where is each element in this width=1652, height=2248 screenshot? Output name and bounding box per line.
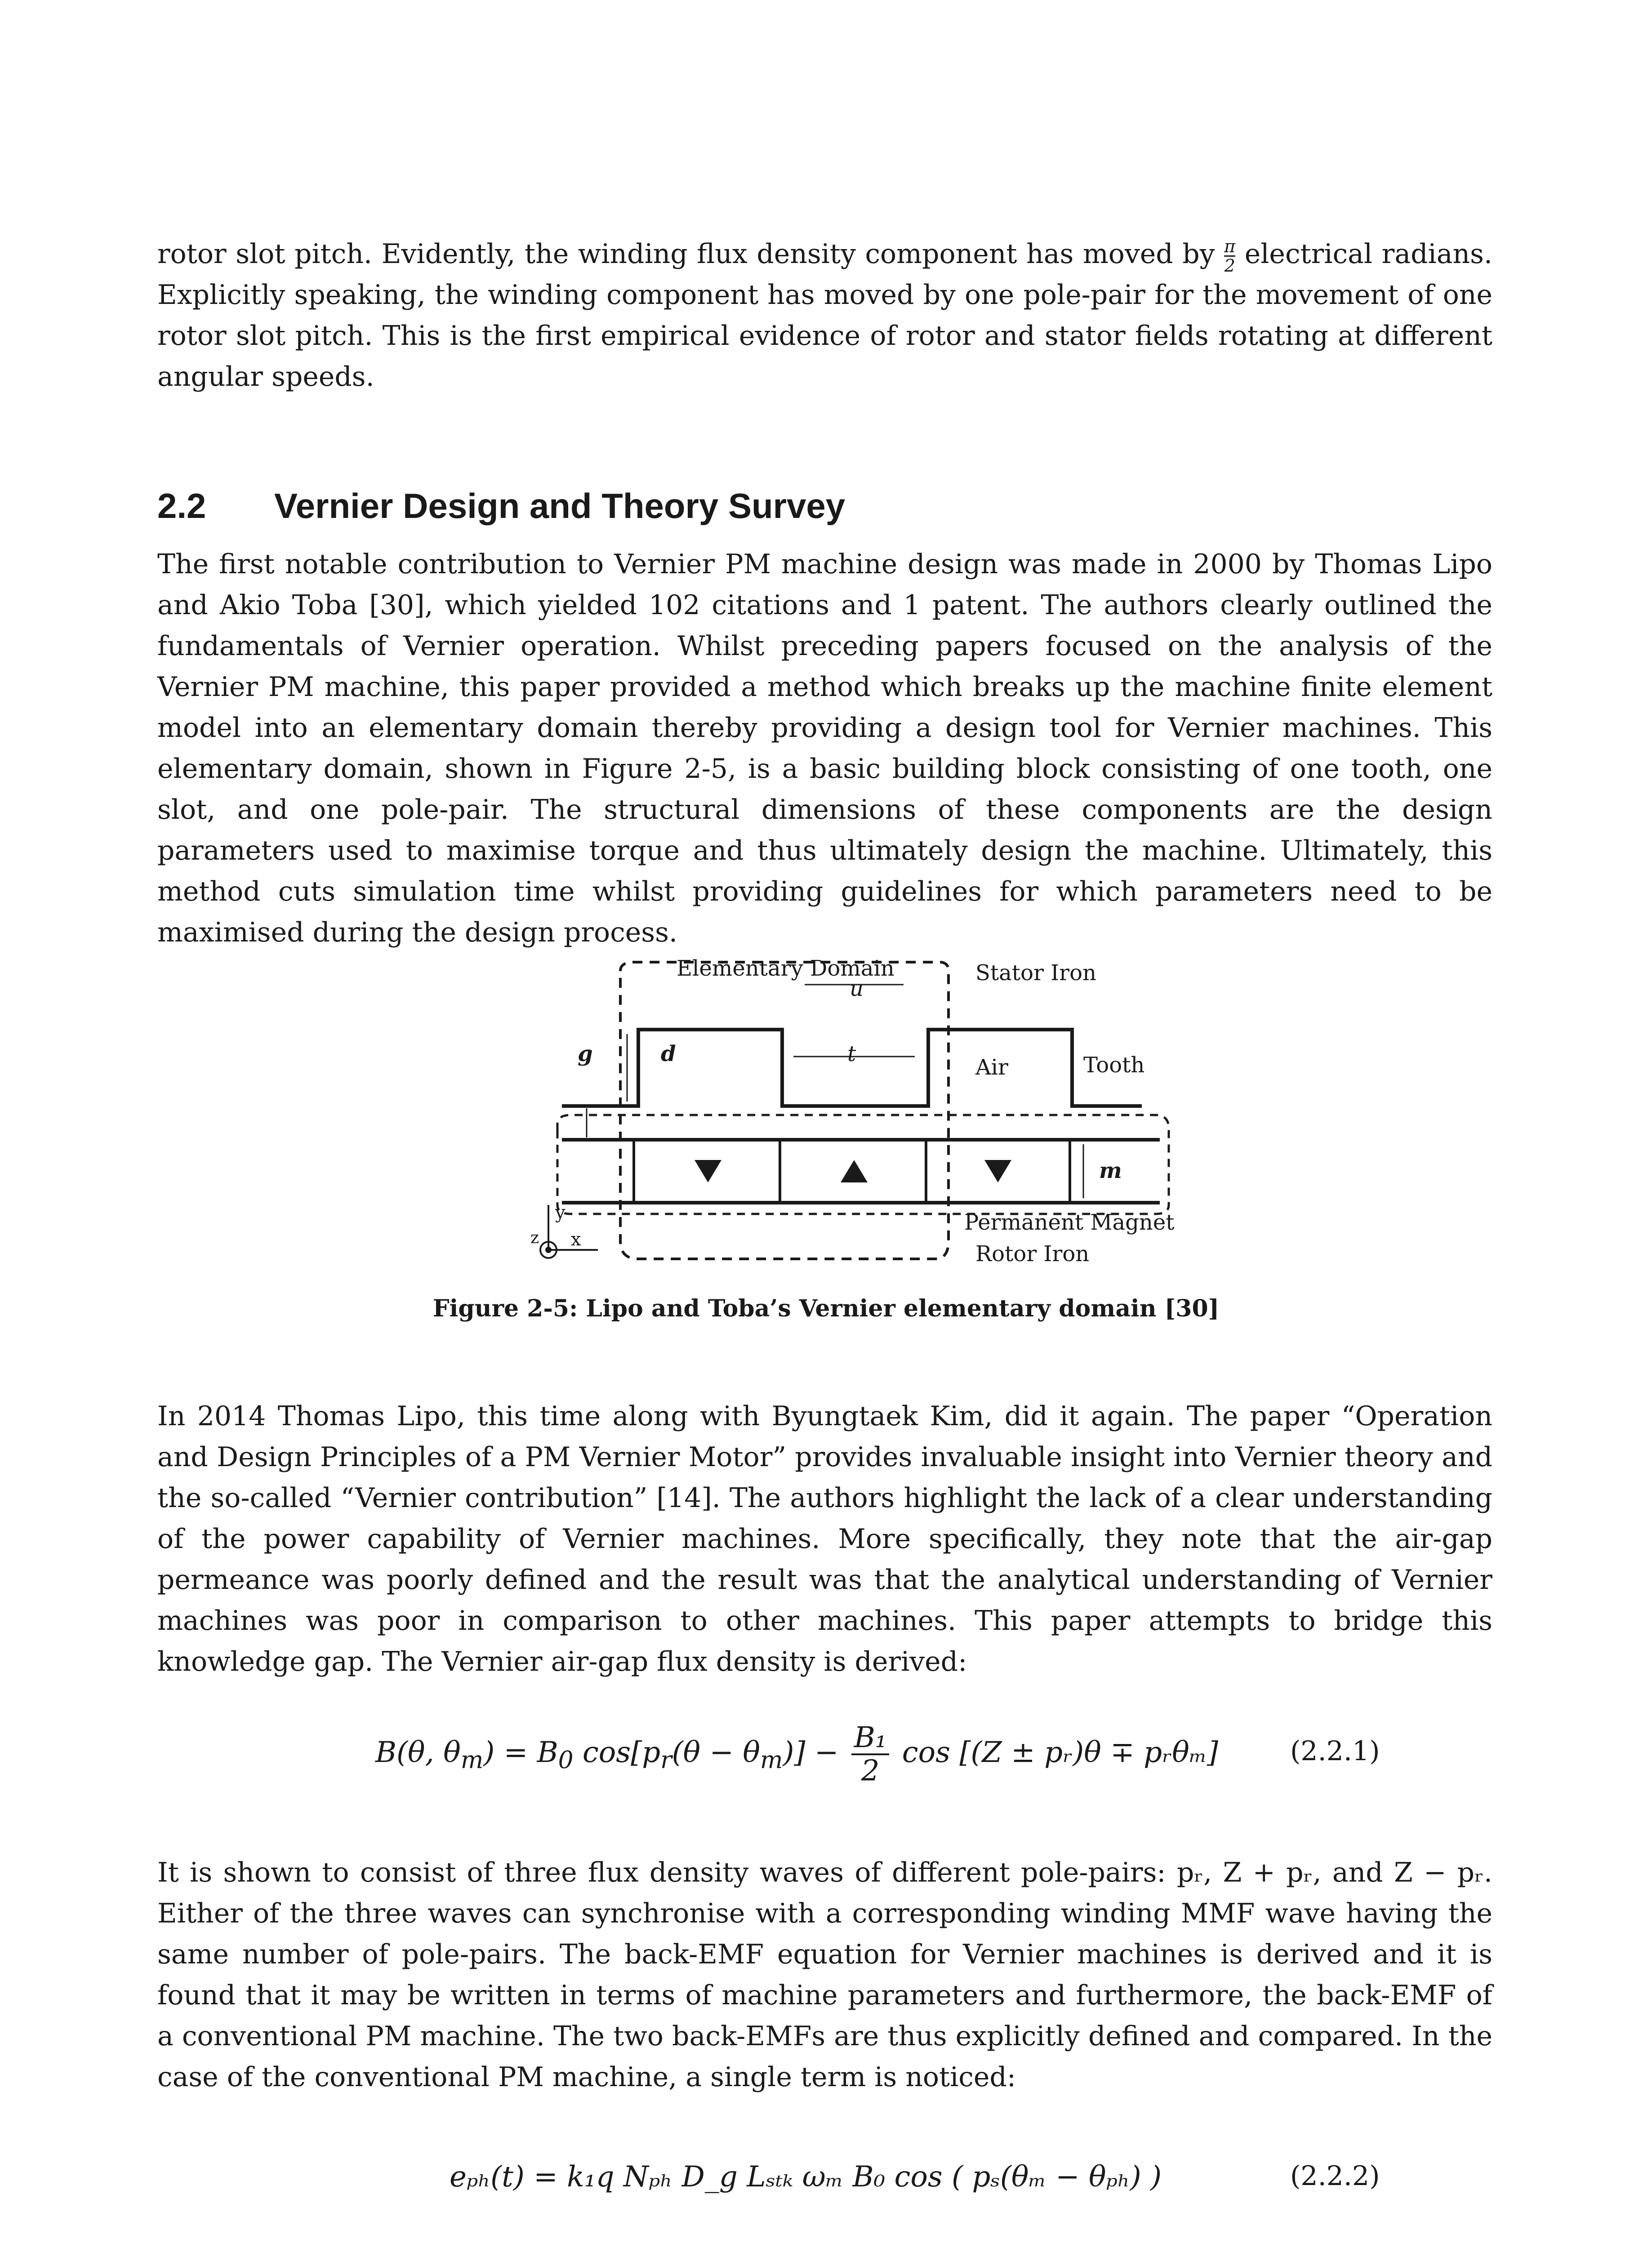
eq1-sub-m: m [460, 1745, 484, 1774]
eq1-sub-0: 0 [558, 1745, 574, 1774]
eq1-mid: ) = B [483, 1735, 558, 1769]
paragraph-2: The first notable contribution to Vernier PM machine design was made in 2000 by Thomas Lipo and Akio Toba [30], which yielded 102 citations and 1 patent. The authors clearly outlined the fundamentals of Vernier operation. Whilst preceding papers focused on the analysis of the Vernier PM machine, this paper provided a method which breaks up the machine finite element model into an elementary domain thereby providing a design tool for Vernier machines. This elementary domain, shown in Figure 2-5, is a basic building block consisting of one tooth, one slot, and one pole-pair. The structural dimensions of these components are the design parameters used to maximise torque and thus ultimately design the machine. Ultimately, this method cuts simulation time whilst providing guidelines for which parameters need to be maximised during the design process. [157, 549, 1492, 948]
para1-line1-end: electrical radians. [1244, 238, 1492, 270]
equation-2-2-1 [375, 1722, 1218, 1787]
equation-2-2-2: eₚₕ(t) = k₁q Nₚₕ D_g Lₛₜₖ ωₘ B₀ cos ( pₛ(θₘ − θₚₕ) ) [450, 2160, 1162, 2194]
label-d: d [661, 1041, 676, 1066]
section-heading [157, 486, 845, 526]
label-tooth: Tooth [1083, 1053, 1145, 1078]
label-x: x [571, 1229, 581, 1250]
eq1-inner: (θ − θ [672, 1735, 760, 1769]
label-elementary-domain: Elementary Domain [677, 956, 895, 981]
eq1-frac-num: B₁ [851, 1722, 890, 1755]
label-rotor-iron: Rotor Iron [975, 1241, 1090, 1267]
eq1-fraction [851, 1722, 890, 1787]
label-m: m [1099, 1158, 1122, 1183]
label-stator-iron: Stator Iron [975, 960, 1096, 986]
magnet-down-arrow-1 [695, 1160, 721, 1182]
magnet-down-arrow-2 [984, 1160, 1011, 1182]
equation-number-1: (2.2.1) [1290, 1735, 1380, 1767]
label-permanent-magnet: Permanent Magnet [964, 1210, 1175, 1235]
frac-numerator: π [1224, 236, 1236, 256]
label-t: t [847, 1041, 856, 1066]
eq1-left: B(θ, θ [375, 1735, 461, 1769]
magnet-up-arrow [841, 1160, 868, 1182]
label-g: g [578, 1041, 593, 1066]
elementary-domain-figure [521, 953, 1178, 1277]
para1-line1-start: rotor slot pitch. Evidently, the winding flux density component has moved by [157, 238, 1215, 270]
section-title: Vernier Design and Theory Survey [274, 486, 846, 526]
eq1-frac-den: 2 [861, 1754, 880, 1788]
section-number: 2.2 [157, 486, 206, 526]
eq1-tail: cos [(Z ± pᵣ)θ ∓ pᵣθₘ] [902, 1735, 1218, 1769]
label-u: u [850, 976, 864, 1001]
label-z: z [530, 1229, 539, 1247]
eq1-cos: cos[p [573, 1735, 661, 1769]
pi-over-2-fraction [1224, 237, 1235, 275]
paragraph-3: In 2014 Thomas Lipo, this time along with Byungtaek Kim, did it again. The paper “Operation and Design Principles of a PM Vernier Motor” provides invaluable insight into Vernier theory and the so-called “Vernier contribution” [14]. The authors highlight the lack of a clear understanding of the power capability of Vernier machines. More specifically, they note that the air-gap permeance was poorly defined and the result was that the analytical understanding of Vernier machines was poor in comparison to other machines. This paper attempts to bridge this knowledge gap. The Vernier air-gap flux density is derived: [157, 1401, 1492, 1677]
figure-caption: Figure 2-5: Lipo and Toba’s Vernier elementary domain [30] [432, 1295, 1220, 1322]
frac-denominator: 2 [1224, 255, 1235, 276]
label-y: y [555, 1202, 566, 1223]
equation-number-2: (2.2.2) [1290, 2160, 1380, 2192]
paragraph-4: It is shown to consist of three flux density waves of different pole-pairs: pᵣ, Z + pᵣ, and Z − pᵣ. Either of the three waves can synchronise with a corresponding winding MMF wave having the same number of pole-pairs. The back-EMF equation for Vernier machines is derived and it is found that it may be written in terms of machine parameters and furthermore, the back-EMF of a conventional PM machine. The two back-EMFs are thus explicitly defined and compared. In the case of the conventional PM machine, a single term is noticed: [157, 1857, 1492, 2093]
label-air: Air [975, 1055, 1008, 1080]
eq1-close: )] − [783, 1735, 839, 1769]
eq1-sub-m2: m [760, 1745, 783, 1774]
paragraph-1 [157, 234, 1492, 397]
para1-rest: Explicitly speaking, the winding component has moved by one pole-pair for the movement of one rotor slot pitch. This is the first empirical evidence of rotor and stator fields rotating at different angular speeds. [157, 279, 1492, 393]
eq1-sub-r: r [660, 1745, 672, 1774]
